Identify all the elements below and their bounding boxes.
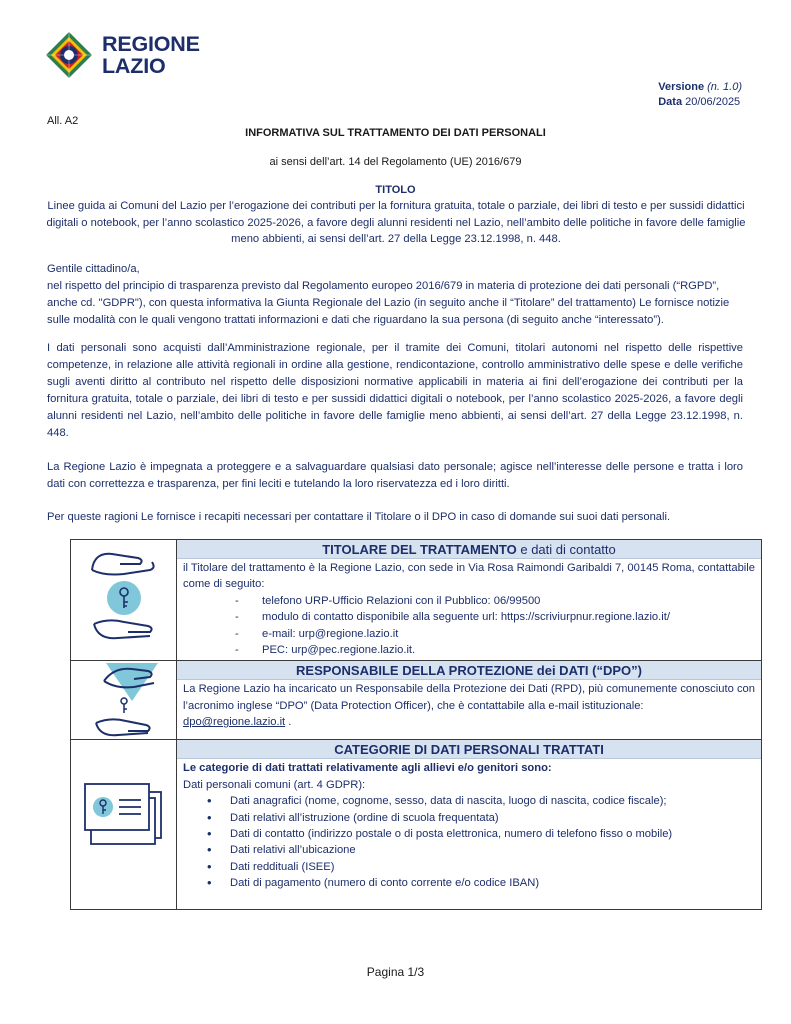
titolare-heading-main: TITOLARE DEL TRATTAMENTO bbox=[322, 542, 517, 557]
guidelines-text: Linee guida ai Comuni del Lazio per l’erogazione dei contributi per la fornitura gratuita, totale o parziale, dei libri di testo e per sussidi didattici digitali o notebook, per l’anno scolastico 2025-2026, a favore degli alunni residenti nel Lazio, nell’ambito delle politiche in favore delle famiglie meno abbienti, ai sensi dell’art. 27 della Legge 23.12.1998, n. 448. bbox=[46, 200, 746, 245]
intro-paragraph bbox=[47, 261, 743, 329]
version-line bbox=[658, 80, 742, 95]
titolo-heading: TITOLO bbox=[375, 184, 416, 196]
category-item: • Dati di contatto (indirizzo postale o di posta elettronica, numero di telefono fisso o mobile) bbox=[205, 826, 755, 842]
logo-line-2: LAZIO bbox=[102, 54, 166, 78]
titolare-heading-rest: e dati di contatto bbox=[516, 542, 616, 557]
dpo-icon-cell bbox=[71, 661, 177, 740]
contact-email[interactable]: - e-mail: urp@regione.lazio.it bbox=[235, 626, 755, 642]
category-item: • Dati anagrafici (nome, cognome, sesso, data di nascita, luogo di nascita, codice fiscale); bbox=[205, 793, 755, 809]
date-label: Data bbox=[658, 96, 683, 108]
dpo-text-end: . bbox=[285, 716, 292, 729]
logo-wordmark bbox=[102, 33, 200, 77]
dpo-heading bbox=[177, 661, 761, 680]
titolare-row bbox=[71, 540, 762, 661]
titolare-heading bbox=[177, 540, 761, 559]
titolare-icon-cell bbox=[71, 540, 177, 661]
dpo-content bbox=[177, 661, 762, 740]
categorie-comuni: Dati personali comuni (art. 4 GDPR): bbox=[183, 778, 366, 791]
regione-lazio-logo bbox=[44, 30, 200, 80]
version-value: (n. 1.0) bbox=[707, 81, 742, 93]
contact-phone: - telefono URP-Ufficio Relazioni con il Pubblico: 06/99500 bbox=[235, 593, 755, 609]
titolare-text: il Titolare del trattamento è la Regione Lazio, con sede in Via Rosa Raimondi Garibaldi 7, 00145 Roma, contattabile come di seguito: bbox=[183, 562, 755, 591]
version-block bbox=[658, 80, 742, 110]
category-item: • Dati relativi all’ubicazione bbox=[205, 842, 755, 858]
categorie-heading: CATEGORIE DI DATI PERSONALI TRATTATI bbox=[177, 740, 761, 759]
commitment-paragraph: La Regione Lazio è impegnata a proteggere e a salvaguardare qualsiasi dato personale; agisce nell’interesse delle persone e tratta i loro dati con correttezza e trasparenza, per fini leciti e tutelando la loro riservatezza ed i loro diritti. bbox=[47, 461, 743, 490]
contact-pec[interactable]: - PEC: urp@pec.regione.lazio.it. bbox=[235, 642, 755, 658]
regione-lazio-emblem-icon bbox=[44, 30, 94, 80]
categorie-intro: Le categorie di dati trattati relativamente agli allievi e/o genitori sono: bbox=[183, 762, 552, 775]
titolare-content bbox=[177, 540, 762, 661]
date-line bbox=[658, 95, 742, 110]
dpo-text bbox=[183, 681, 755, 730]
date-value: 20/06/2025 bbox=[685, 96, 741, 108]
document-title: INFORMATIVA SUL TRATTAMENTO DEI DATI PERSONALI bbox=[245, 127, 546, 139]
attachment-label: All. A2 bbox=[47, 115, 79, 127]
category-item: • Dati relativi all’istruzione (ordine di scuola frequentata) bbox=[205, 810, 755, 826]
categorie-row bbox=[71, 740, 762, 909]
page-number: Pagina 1/3 bbox=[366, 965, 425, 979]
hands-protect-key-icon bbox=[84, 540, 164, 650]
dpo-description: La Regione Lazio ha incaricato un Responsabile della Protezione dei Dati (RPD), più comunemente conosciuto con l’acronimo inglese “DPO” (Data Protection Officer), che è contattabile alla e-mail istituzionale: bbox=[183, 683, 755, 712]
dpo-row bbox=[71, 661, 762, 740]
data-acquisition-paragraph: I dati personali sono acquisti dall’Amministrazione regionale, per il tramite dei Comuni, titolari autonomi nel rispetto delle rispettive competenze, in relazione alle attività regionali in ordine alla gestione, rendicontazione, controllo amministrativo delle spese e delle verifiche sugli aventi diritto al contributo nel rispetto delle disposizioni normative applicabili in materia ai fini dell’erogazione dei contributi per la fornitura gratuita, totale o parziale, dei libri di testo e per sussidi didattici digitali o notebook, per l’anno scolastico 2025-2026, a favore degli alunni residenti nel Lazio, nell’ambito delle politiche in favore delle famiglie meno abbienti, ai sensi dell’art. 27 della Legge 23.12.1998, n. 448. bbox=[47, 342, 743, 439]
categorie-list bbox=[183, 793, 755, 891]
dpo-heading-rest: dei DATI (“DPO”) bbox=[533, 663, 642, 679]
categorie-spacer bbox=[183, 892, 755, 907]
dpo-heading-main: RESPONSABILE DELLA PROTEZIONE bbox=[296, 663, 534, 679]
category-item: • Dati di pagamento (numero di conto corrente e/o codice IBAN) bbox=[205, 875, 755, 891]
greeting: Gentile cittadino/a, bbox=[47, 263, 140, 275]
document-subtitle: ai sensi dell’art. 14 del Regolamento (UE) 2016/679 bbox=[269, 156, 522, 168]
hands-data-protection-icon bbox=[84, 661, 164, 739]
category-item: • Dati reddituali (ISEE) bbox=[205, 859, 755, 875]
contacts-intro-paragraph: Per queste ragioni Le fornisce i recapiti necessari per contattare il Titolare o il DPO in caso di domande sui suoi dati personali. bbox=[47, 511, 671, 523]
categorie-content bbox=[177, 740, 762, 909]
contact-form-url[interactable]: - modulo di contatto disponibile alla seguente url: https://scriviurpnur.regione.lazio.it/ bbox=[235, 609, 755, 625]
categorie-icon-cell bbox=[71, 740, 177, 909]
logo-line-1: REGIONE bbox=[102, 32, 200, 56]
intro-text: nel rispetto del principio di trasparenza previsto dal Regolamento europeo 2016/679 in materia di protezione dei dati personali (“RGPD”, anche cd. "GDPR"), con questa informativa la Giunta Regionale del Lazio (in seguito anche il “Titolare” del trattamento) Le fornisce notizie sulle modalità con le quali vengono trattati informazioni e dati che riguardano la sua persona (di seguito anche “interessato”). bbox=[47, 280, 730, 326]
titolare-contact-list bbox=[183, 593, 755, 659]
version-label: Versione bbox=[658, 81, 705, 93]
dpo-email-link[interactable]: dpo@regione.lazio.it bbox=[183, 716, 286, 729]
id-card-icon bbox=[81, 762, 167, 862]
privacy-info-table bbox=[70, 539, 762, 910]
